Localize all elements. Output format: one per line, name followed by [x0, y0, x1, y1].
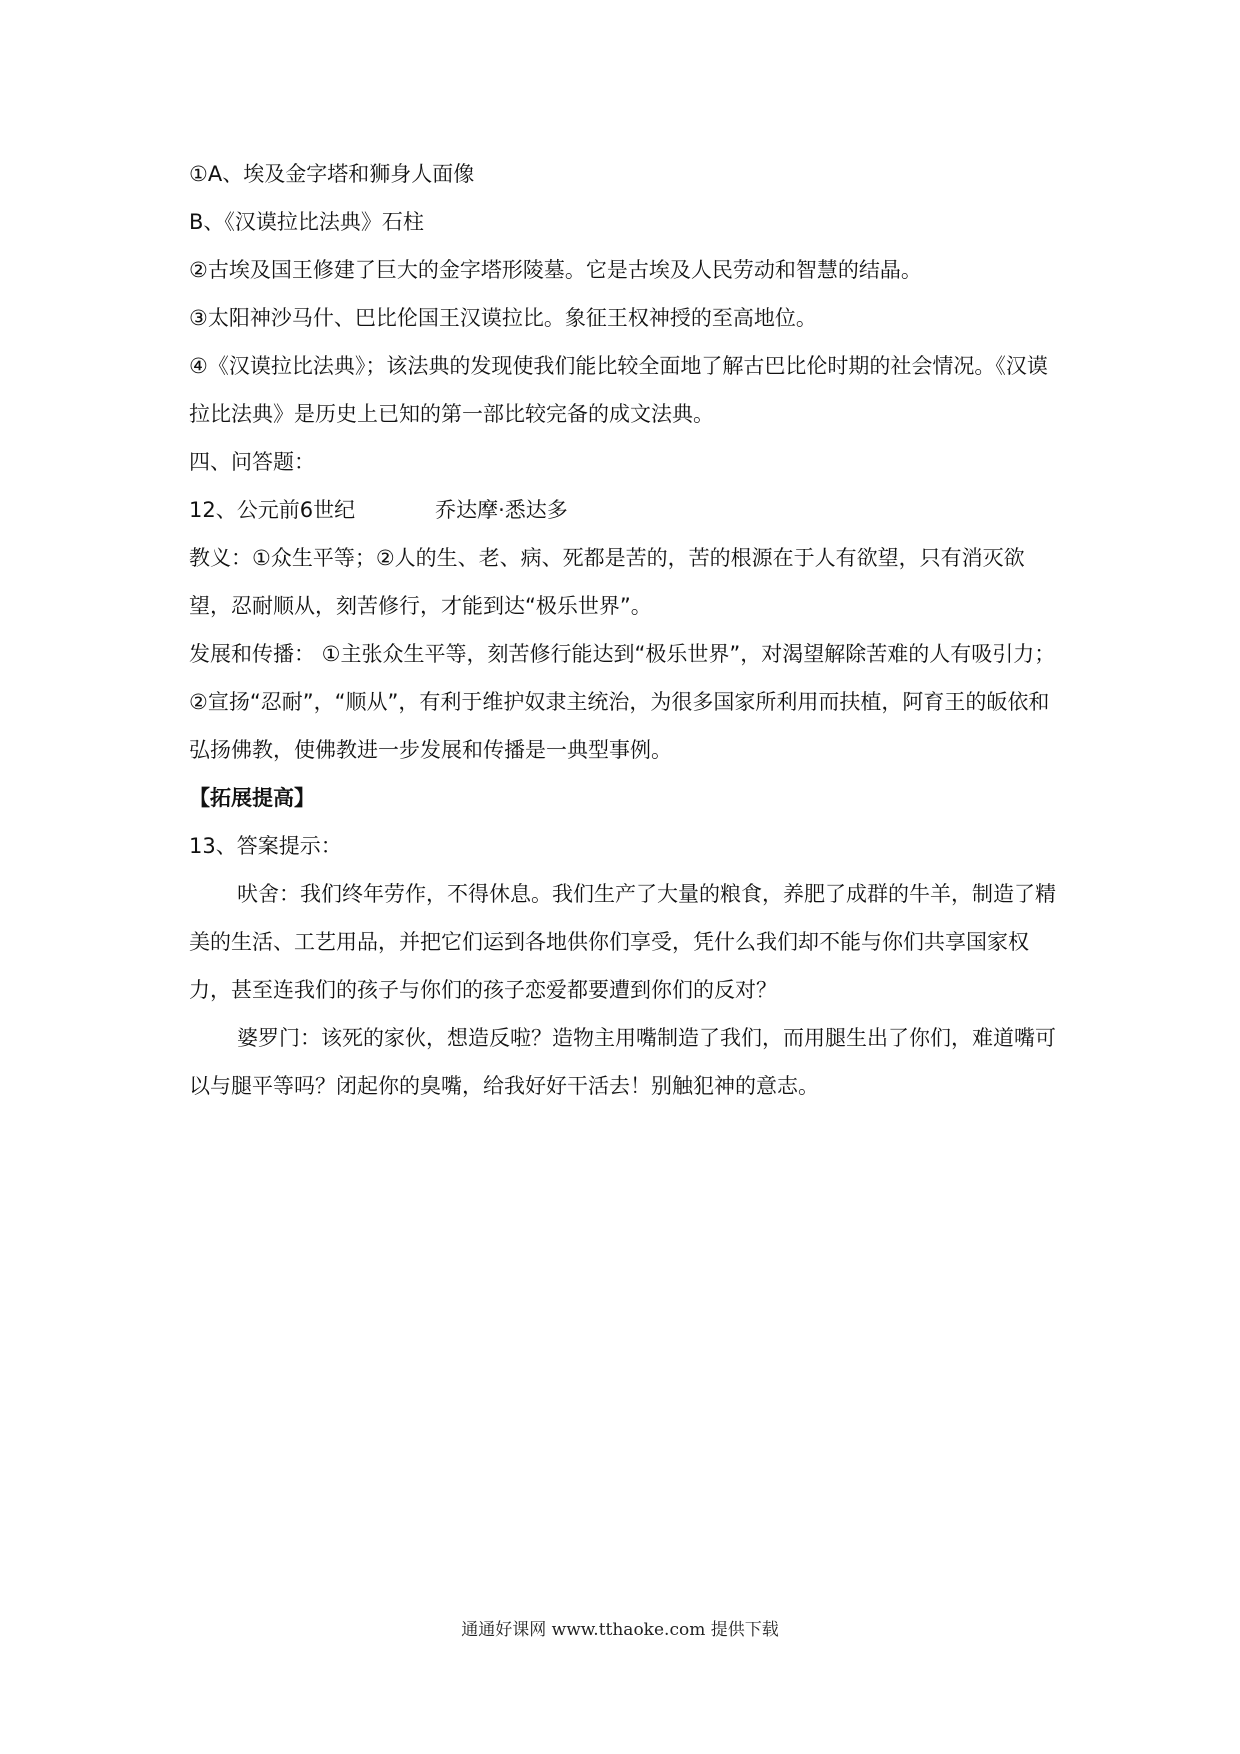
- question-12-header: [189, 486, 1061, 534]
- page-footer: 通通好课网 www.tthaoke.com 提供下载: [461, 1620, 779, 1640]
- answer-3: ③太阳神沙马什、巴比伦国王汉谟拉比。象征王权神授的至高地位。: [189, 306, 817, 330]
- question-12-person: 乔达摩·悉达多: [435, 498, 568, 522]
- question-13-vaishya: 吠舍：我们终年劳作，不得休息。我们生产了大量的粮食，养肥了成群的牛羊，制造了精美的生活、工艺用品，并把它们运到各地供你们享受，凭什么我们却不能与你们共享国家权力，甚至连我们的孩子与你们的孩子恋爱都要遭到你们的反对？: [189, 882, 1056, 1002]
- question-13-label: 13、答案提示：: [189, 834, 342, 858]
- question-12-doctrine: 教义：①众生平等；②人的生、老、病、死都是苦的，苦的根源在于人有欲望，只有消灭欲望，忍耐顺从，刻苦修行，才能到达“极乐世界”。: [189, 546, 1025, 618]
- question-12-number: 12、公元前6世纪: [189, 498, 356, 522]
- answer-content: [189, 150, 1061, 1110]
- question-13-brahmin: 婆罗门：该死的家伙，想造反啦？造物主用嘴制造了我们，而用腿生出了你们，难道嘴可以与腿平等吗？闭起你的臭嘴，给我好好干活去！别触犯神的意志。: [189, 1026, 1056, 1098]
- answer-1a: ①A、埃及金字塔和狮身人面像: [189, 162, 475, 186]
- question-12-spread: 发展和传播： ①主张众生平等，刻苦修行能达到“极乐世界”，对渴望解除苦难的人有吸引力；②宣扬“忍耐”，“顺从”，有利于维护奴隶主统治，为很多国家所利用而扶植，阿育王的皈依和弘扬佛教，使佛教进一步发展和传播是一典型事例。: [189, 642, 1056, 762]
- section-title-questions: 四、问答题：: [189, 450, 315, 474]
- answer-2: ②古埃及国王修建了巨大的金字塔形陵墓。它是古埃及人民劳动和智慧的结晶。: [189, 258, 922, 282]
- answer-1b: B、《汉谟拉比法典》石柱: [189, 210, 424, 234]
- answer-4: ④《汉谟拉比法典》；该法典的发现使我们能比较全面地了解古巴比伦时期的社会情况。《汉谟拉比法典》是历史上已知的第一部比较完备的成文法典。: [189, 354, 1048, 426]
- section-heading-extension: 【拓展提高】: [189, 786, 315, 810]
